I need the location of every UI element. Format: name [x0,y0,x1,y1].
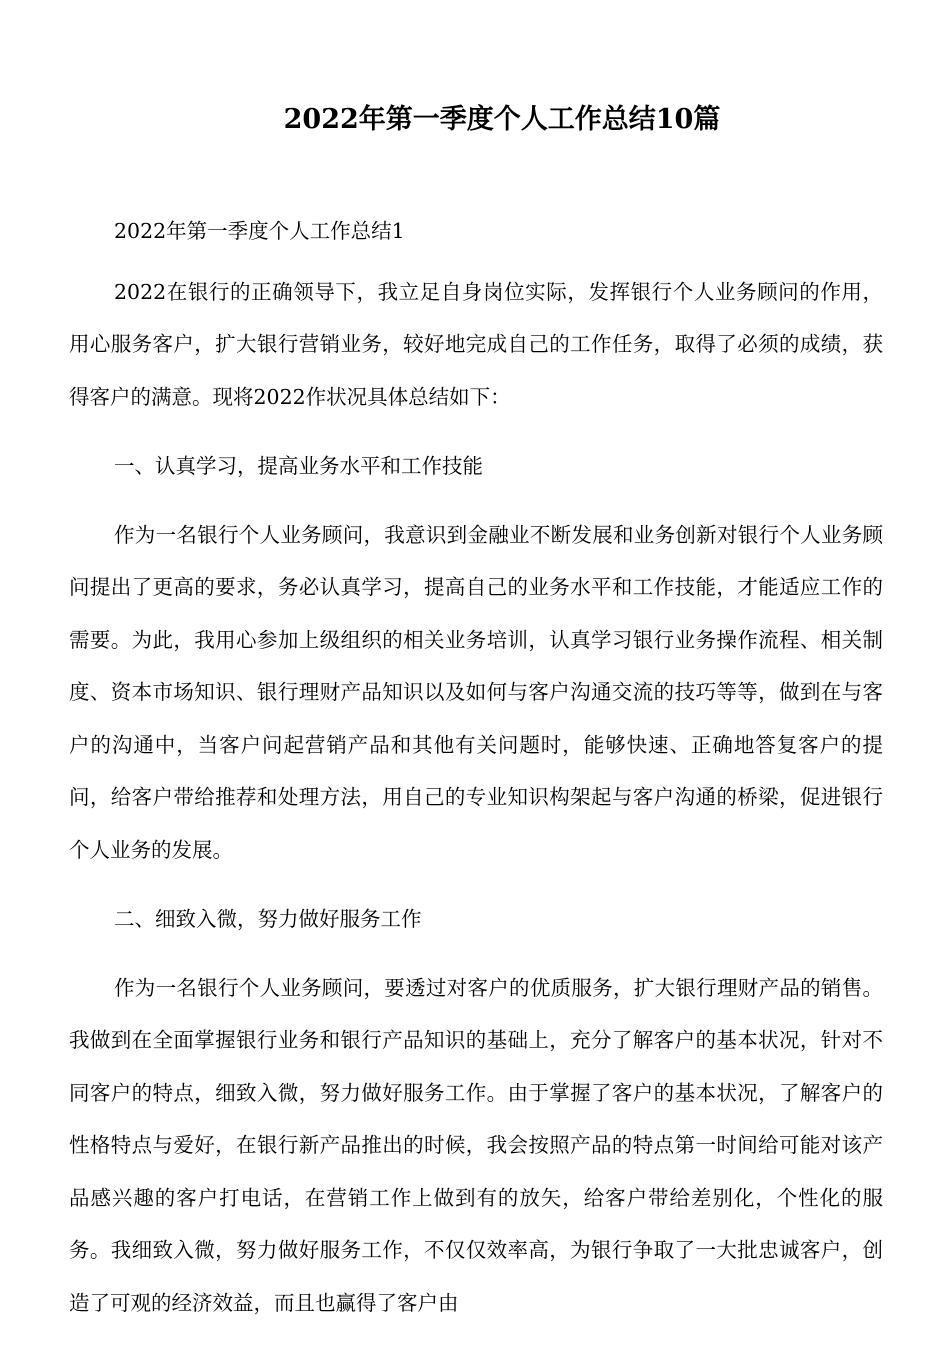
section-heading-1: 一、认真学习，提高业务水平和工作技能 [114,453,483,478]
body-paragraph-1: 作为一名银行个人业务顾问，我意识到金融业不断发展和业务创新对银行个人业务顾问提出了更高的要求，务必认真学习，提高自己的业务水平和工作技能，才能适应工作的需要。为此，我用心参加上级组织的相关业务培训，认真学习银行业务操作流程、相关制度、资本市场知识、银行理财产品知识以及如何与客户沟通交流的技巧等等，做到在与客户的沟通中，当客户问起营销产品和其他有关问题时，能够快速、正确地答复客户的提问，给客户带给推荐和处理方法，用自己的专业知识构架起与客户沟通的桥梁，促进银行个人业务的发展。 [69,522,883,862]
intro-paragraph: 2022在银行的正确领导下，我立足自身岗位实际，发挥银行个人业务顾问的作用，用心服务客户，扩大银行营销业务，较好地完成自己的工作任务，取得了必须的成绩，获得客户的满意。现将2022作状况具体总结如下： [69,279,883,409]
section-heading-2: 二、细致入微，努力做好服务工作 [114,906,422,931]
document-title: 2022年第一季度个人工作总结10篇 [283,104,721,135]
body-paragraph-2: 作为一名银行个人业务顾问，要透过对客户的优质服务，扩大银行理财产品的销售。我做到在全面掌握银行业务和银行产品知识的基础上，充分了解客户的基本状况，针对不同客户的特点，细致入微，努力做好服务工作。由于掌握了客户的基本状况，了解客户的性格特点与爱好，在银行新产品推出的时候，我会按照产品的特点第一时间给可能对该产品感兴趣的客户打电话，在营销工作上做到有的放矢，给客户带给差别化，个性化的服务。我细致入微，努力做好服务工作，不仅仅效率高，为银行争取了一大批忠诚客户，创造了可观的经济效益，而且也赢得了客户由 [69,975,883,1315]
document-body [69,213,883,1346]
section-subtitle: 2022年第一季度个人工作总结1 [114,219,405,243]
